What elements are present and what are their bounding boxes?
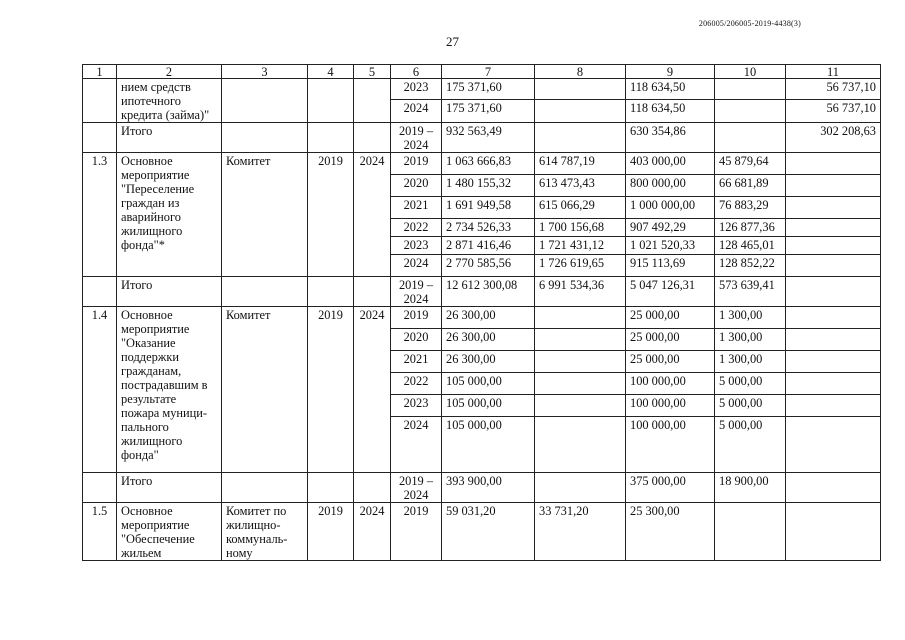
total-cell: 26 300,00: [442, 329, 535, 351]
document-id: 206005/206005-2019-4438(3): [698, 19, 801, 28]
local-cell: [715, 503, 786, 561]
item-number-cell: 1.5: [83, 503, 117, 561]
local-cell: 126 877,36: [715, 219, 786, 237]
total-cell: 26 300,00: [442, 307, 535, 329]
other-cell: [786, 373, 881, 395]
year-cell: 2020: [391, 329, 442, 351]
year-cell: 2019: [391, 153, 442, 175]
item-number-cell: [83, 123, 117, 153]
local-cell: 128 852,22: [715, 255, 786, 277]
end-year-cell: 2024: [354, 153, 391, 277]
other-cell: [786, 237, 881, 255]
total-cell: 932 563,49: [442, 123, 535, 153]
col-header: 3: [222, 65, 308, 79]
year-cell: 2019: [391, 503, 442, 561]
total-cell: 1 691 949,58: [442, 197, 535, 219]
end-year-cell: [354, 79, 391, 123]
federal-cell: [535, 373, 626, 395]
start-year-cell: 2019: [308, 503, 354, 561]
item-number-cell: 1.3: [83, 153, 117, 277]
regional-cell: 630 354,86: [626, 123, 715, 153]
col-header: 6: [391, 65, 442, 79]
subtotal-row: [83, 277, 881, 307]
federal-cell: [535, 329, 626, 351]
year-cell: 2020: [391, 175, 442, 197]
other-cell: [786, 351, 881, 373]
year-cell: 2024: [391, 417, 442, 473]
other-cell: [786, 417, 881, 473]
regional-cell: 403 000,00: [626, 153, 715, 175]
other-cell: 302 208,63: [786, 123, 881, 153]
other-cell: 56 737,10: [786, 99, 881, 122]
year-cell: 2022: [391, 373, 442, 395]
budget-table: [82, 64, 881, 561]
local-cell: 573 639,41: [715, 277, 786, 307]
col-header: 7: [442, 65, 535, 79]
federal-cell: 6 991 534,36: [535, 277, 626, 307]
subtotal-row: [83, 473, 881, 503]
year-cell: 2023: [391, 237, 442, 255]
regional-cell: 25 300,00: [626, 503, 715, 561]
regional-cell: 25 000,00: [626, 351, 715, 373]
regional-cell: 5 047 126,31: [626, 277, 715, 307]
item-description: Основное мероприятие "Переселение граждан из аварийного жилищного фонда"*: [117, 153, 222, 277]
year-cell: 2023: [391, 79, 442, 100]
federal-cell: [535, 123, 626, 153]
table-row: [83, 503, 881, 561]
end-year-cell: 2024: [354, 307, 391, 473]
federal-cell: 1 700 156,68: [535, 219, 626, 237]
other-cell: [786, 395, 881, 417]
item-description: нием средств ипотечного кредита (займа)": [117, 79, 222, 123]
local-cell: [715, 123, 786, 153]
total-cell: 12 612 300,08: [442, 277, 535, 307]
item-number-cell: 1.4: [83, 307, 117, 473]
other-cell: [786, 197, 881, 219]
executor-cell: [222, 79, 308, 123]
total-cell: 2 871 416,46: [442, 237, 535, 255]
federal-cell: 1 721 431,12: [535, 237, 626, 255]
col-header: 8: [535, 65, 626, 79]
local-cell: 1 300,00: [715, 307, 786, 329]
federal-cell: [535, 351, 626, 373]
local-cell: 1 300,00: [715, 329, 786, 351]
year-cell: 2021: [391, 197, 442, 219]
subtotal-row: [83, 123, 881, 153]
other-cell: [786, 153, 881, 175]
local-cell: 5 000,00: [715, 417, 786, 473]
table-row: [83, 153, 881, 175]
regional-cell: 118 634,50: [626, 99, 715, 122]
regional-cell: 800 000,00: [626, 175, 715, 197]
executor-cell: [222, 473, 308, 503]
other-cell: 56 737,10: [786, 79, 881, 100]
federal-cell: 1 726 619,65: [535, 255, 626, 277]
total-cell: 59 031,20: [442, 503, 535, 561]
start-year-cell: 2019: [308, 307, 354, 473]
executor-cell: Комитет по жилищно- коммуналь- ному: [222, 503, 308, 561]
total-cell: 2 734 526,33: [442, 219, 535, 237]
start-year-cell: 2019: [308, 153, 354, 277]
regional-cell: 25 000,00: [626, 307, 715, 329]
local-cell: 1 300,00: [715, 351, 786, 373]
col-header: 4: [308, 65, 354, 79]
other-cell: [786, 277, 881, 307]
table-row: [83, 79, 881, 100]
other-cell: [786, 219, 881, 237]
regional-cell: 100 000,00: [626, 417, 715, 473]
total-cell: 105 000,00: [442, 395, 535, 417]
subtotal-label: Итого: [117, 473, 222, 503]
local-cell: [715, 99, 786, 122]
total-cell: 175 371,60: [442, 99, 535, 122]
item-description: Основное мероприятие "Оказание поддержки гражданам, пострадавшим в результате пожара муници- пального жилищного фонда": [117, 307, 222, 473]
local-cell: 18 900,00: [715, 473, 786, 503]
executor-cell: Комитет: [222, 153, 308, 277]
regional-cell: 1 021 520,33: [626, 237, 715, 255]
federal-cell: 614 787,19: [535, 153, 626, 175]
total-cell: 2 770 585,56: [442, 255, 535, 277]
total-cell: 105 000,00: [442, 373, 535, 395]
federal-cell: [535, 99, 626, 122]
federal-cell: 33 731,20: [535, 503, 626, 561]
other-cell: [786, 503, 881, 561]
col-header: 2: [117, 65, 222, 79]
regional-cell: 100 000,00: [626, 373, 715, 395]
col-header: 11: [786, 65, 881, 79]
other-cell: [786, 473, 881, 503]
col-header: 9: [626, 65, 715, 79]
item-number-cell: [83, 277, 117, 307]
year-cell: 2019: [391, 307, 442, 329]
year-range-cell: 2019 – 2024: [391, 277, 442, 307]
total-cell: 1 480 155,32: [442, 175, 535, 197]
local-cell: 66 681,89: [715, 175, 786, 197]
year-cell: 2022: [391, 219, 442, 237]
end-year-cell: [354, 123, 391, 153]
regional-cell: 118 634,50: [626, 79, 715, 100]
local-cell: 76 883,29: [715, 197, 786, 219]
federal-cell: [535, 473, 626, 503]
other-cell: [786, 329, 881, 351]
regional-cell: 375 000,00: [626, 473, 715, 503]
federal-cell: [535, 79, 626, 100]
col-header: 1: [83, 65, 117, 79]
federal-cell: [535, 307, 626, 329]
year-range-cell: 2019 – 2024: [391, 473, 442, 503]
subtotal-label: Итого: [117, 277, 222, 307]
col-header: 5: [354, 65, 391, 79]
local-cell: 45 879,64: [715, 153, 786, 175]
executor-cell: Комитет: [222, 307, 308, 473]
year-cell: 2024: [391, 255, 442, 277]
end-year-cell: [354, 277, 391, 307]
subtotal-label: Итого: [117, 123, 222, 153]
item-description: Основное мероприятие "Обеспечение жильем: [117, 503, 222, 561]
other-cell: [786, 255, 881, 277]
federal-cell: 615 066,29: [535, 197, 626, 219]
start-year-cell: [308, 123, 354, 153]
total-cell: 175 371,60: [442, 79, 535, 100]
local-cell: 5 000,00: [715, 373, 786, 395]
federal-cell: [535, 417, 626, 473]
table-row: [83, 307, 881, 329]
other-cell: [786, 175, 881, 197]
total-cell: 393 900,00: [442, 473, 535, 503]
item-number-cell: [83, 79, 117, 123]
executor-cell: [222, 277, 308, 307]
total-cell: 1 063 666,83: [442, 153, 535, 175]
executor-cell: [222, 123, 308, 153]
year-cell: 2023: [391, 395, 442, 417]
regional-cell: 907 492,29: [626, 219, 715, 237]
page-number: 27: [446, 34, 459, 49]
year-range-cell: 2019 – 2024: [391, 123, 442, 153]
start-year-cell: [308, 473, 354, 503]
start-year-cell: [308, 277, 354, 307]
item-number-cell: [83, 473, 117, 503]
regional-cell: 1 000 000,00: [626, 197, 715, 219]
other-cell: [786, 307, 881, 329]
local-cell: 128 465,01: [715, 237, 786, 255]
start-year-cell: [308, 79, 354, 123]
regional-cell: 100 000,00: [626, 395, 715, 417]
regional-cell: 915 113,69: [626, 255, 715, 277]
total-cell: 26 300,00: [442, 351, 535, 373]
federal-cell: [535, 395, 626, 417]
local-cell: 5 000,00: [715, 395, 786, 417]
regional-cell: 25 000,00: [626, 329, 715, 351]
col-header: 10: [715, 65, 786, 79]
local-cell: [715, 79, 786, 100]
end-year-cell: 2024: [354, 503, 391, 561]
year-cell: 2021: [391, 351, 442, 373]
year-cell: 2024: [391, 99, 442, 122]
end-year-cell: [354, 473, 391, 503]
federal-cell: 613 473,43: [535, 175, 626, 197]
total-cell: 105 000,00: [442, 417, 535, 473]
column-number-row: [83, 65, 881, 79]
